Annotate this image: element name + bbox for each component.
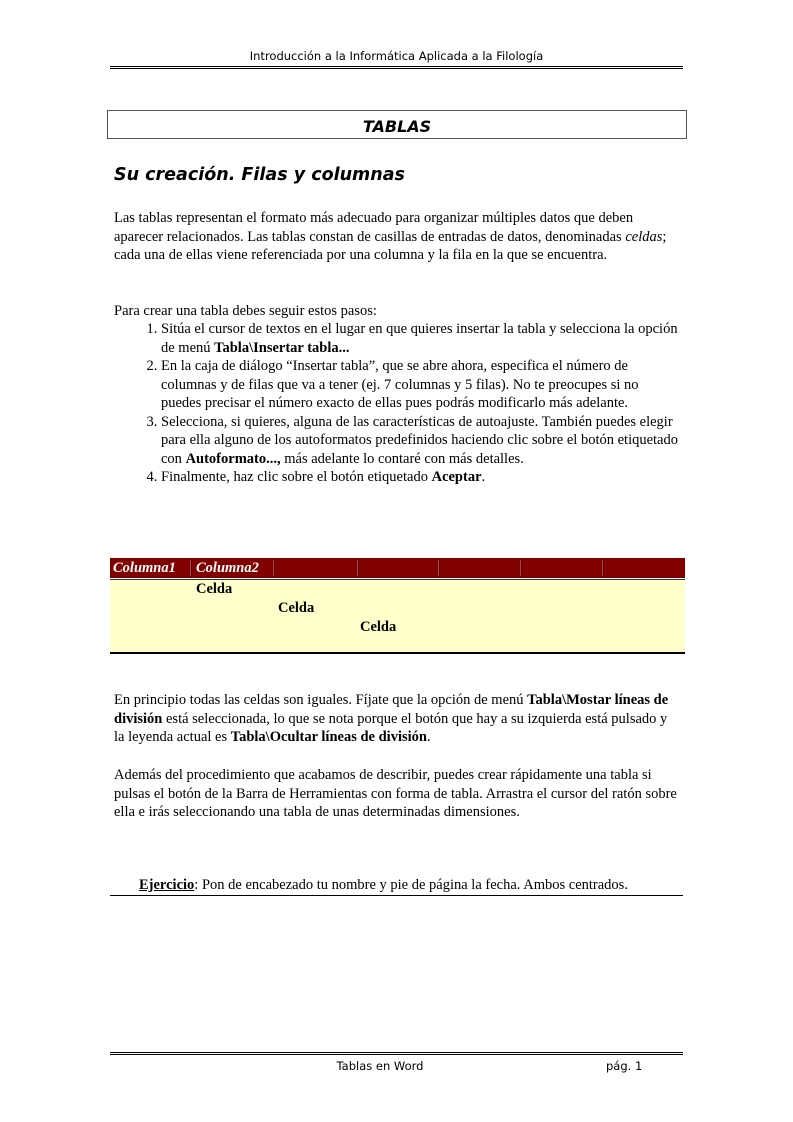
footer-rule — [110, 1052, 683, 1055]
column-separator — [273, 560, 275, 576]
intro-text-1: Las tablas representan el formato más adecuado para organizar múltiples datos que deben aparecer relacionados. Las tablas constan de casillas de entradas de datos, denominadas — [114, 210, 634, 245]
header-rule — [110, 66, 683, 69]
exercise-label: Ejercicio — [139, 877, 195, 893]
step-bold: Aceptar — [431, 469, 482, 485]
footer-title: Tablas en Word — [336, 1059, 424, 1073]
demo-table — [110, 558, 685, 654]
exercise-rule — [110, 895, 683, 896]
steps-intro: Para crear una tabla debes seguir estos pasos: — [114, 303, 377, 319]
column-separator — [520, 560, 522, 576]
toolbar-paragraph: Además del procedimiento que acabamos de describir, puedes crear rápidamente una tabla si pulsas el botón de la Barra de Herramientas con forma de tabla. Arrastra el cursor del ratón sobre ella e irás seleccionando una tabla de unas determinadas dimensiones. — [114, 767, 677, 820]
table-cell: Celda — [360, 619, 397, 635]
step-item — [161, 357, 679, 413]
section-heading: Su creación. Filas y columnas — [114, 165, 405, 185]
table-cell: Celda — [278, 600, 315, 616]
gridlines-paragraph — [114, 691, 679, 747]
column-separator — [438, 560, 440, 576]
page-title: TABLAS — [362, 117, 432, 136]
intro-paragraph — [114, 209, 679, 265]
step-text: Finalmente, haz clic sobre el botón etiquetado — [161, 469, 432, 485]
menu-option-show-gridlines: Tabla\Mostar líneas de división — [114, 692, 669, 727]
step-item — [161, 320, 679, 357]
exercise-text: : Pon de encabezado tu nombre y pie de página la fecha. Ambos centrados. — [194, 877, 628, 893]
running-header: Introducción a la Informática Aplicada a la Filología — [249, 49, 544, 63]
title-box — [107, 110, 687, 139]
page-number: pág. 1 — [606, 1059, 643, 1073]
gridlines-text-3: . — [426, 729, 431, 745]
step-text: Sitúa el cursor de textos en el lugar en que quieres insertar la tabla y selecciona la opción de menú — [161, 321, 678, 356]
step-text-after: más adelante lo contaré con más detalles. — [280, 450, 524, 467]
column-separator — [602, 560, 604, 576]
column-header: Columna2 — [196, 560, 259, 576]
column-separator — [357, 560, 359, 576]
gridlines-text-2: está seleccionada, lo que se nota porque el botón que hay a su izquierda está pulsado y la leyenda actual es — [114, 710, 668, 745]
step-item — [161, 468, 679, 487]
table-cell: Celda — [196, 581, 233, 597]
step-item — [161, 413, 679, 469]
step-bold: Autoformato..., — [185, 450, 281, 467]
column-header: Columna1 — [113, 560, 176, 576]
step-text-after: . — [481, 469, 486, 485]
step-text: En la caja de diálogo “Insertar tabla”, que se abre ahora, especifica el número de columnas y de filas que va a tener (ej. 7 columnas y 5 filas). No te preocupes si no puedes precisar el número exacto de ellas pues podrás modificarlo más adelante. — [161, 358, 639, 411]
intro-text-2: ; cada una de ellas viene referenciada por una columna y la fila en la que se encuentra. — [114, 228, 667, 263]
exercise — [139, 876, 699, 895]
step-text: Selecciona, si quieres, alguna de las características de autoajuste. También puedes elegir para ella alguno de los autoformatos predefinidos haciendo clic sobre el botón etiquetado con — [161, 413, 678, 467]
steps-list — [114, 320, 679, 487]
step-bold: Tabla\Insertar tabla... — [214, 339, 350, 356]
table-bottom-rule — [110, 652, 685, 654]
menu-option-hide-gridlines: Tabla\Ocultar líneas de división — [230, 729, 427, 745]
gridlines-text-1: En principio todas las celdas son iguales. Fíjate que la opción de menú — [114, 692, 528, 708]
column-separator — [190, 560, 192, 576]
intro-italic-term: celdas — [625, 228, 663, 245]
